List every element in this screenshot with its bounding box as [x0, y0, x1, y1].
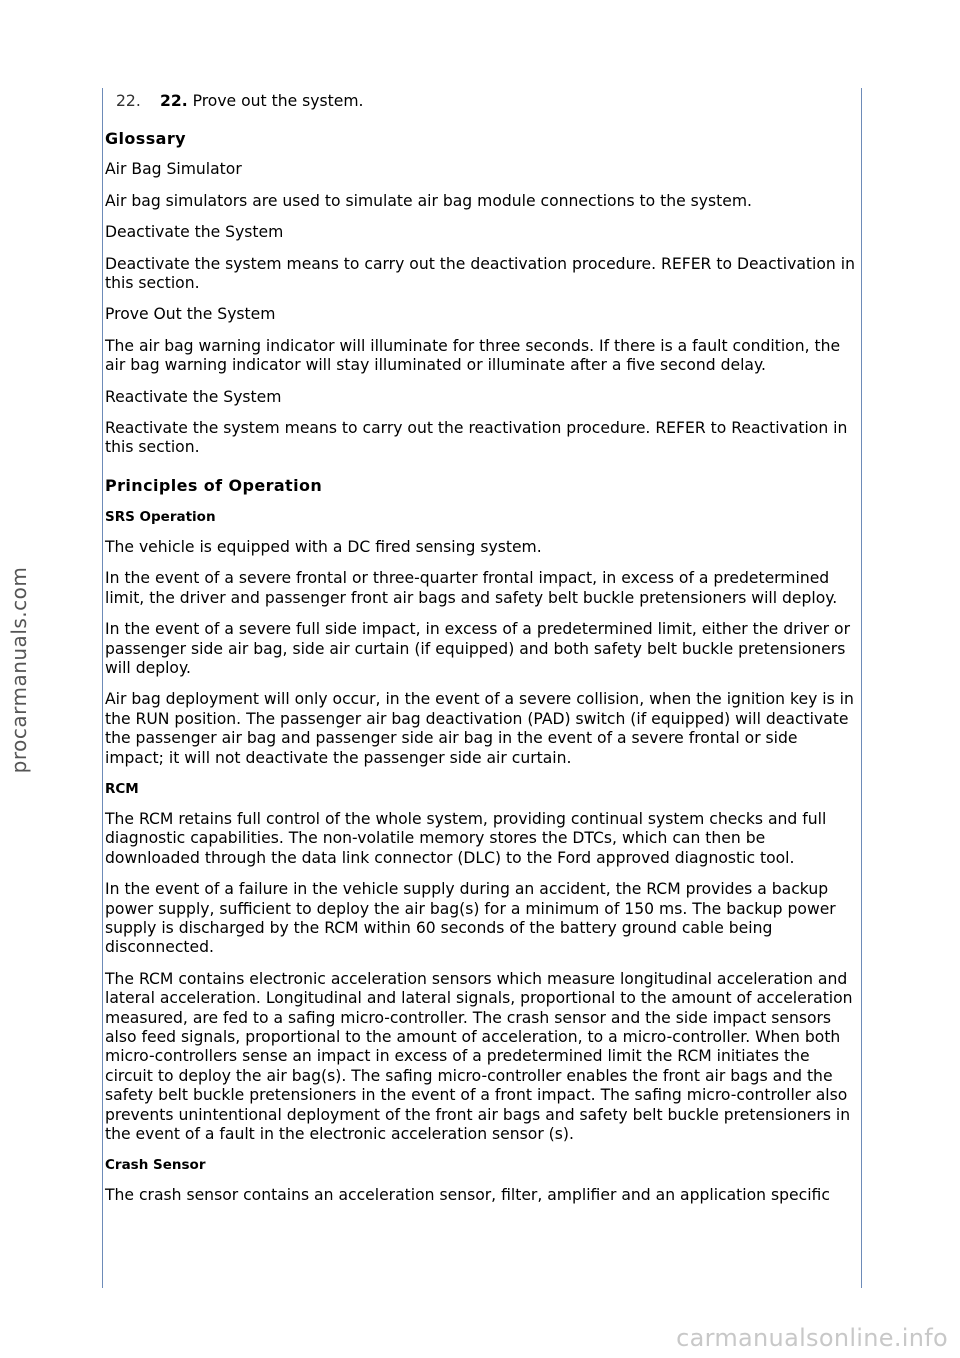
glossary-term: Air Bag Simulator — [105, 160, 242, 179]
side-watermark — [8, 560, 30, 780]
rcm-paragraph: The RCM contains electronic acceleration sensors which measure longitudinal acceleration and lateral acceleration. Longitudinal and lateral signals, proportional to the amount of acceleration measured, are fed to a safing micro-controller. The crash sensor and the side impact sensors also feed signals, proportional to the amount of acceleration, to a micro-controller. When both micro-controllers sense an impact in excess of a predetermined limit the RCM initiates the circuit to deploy the air bag(s). The safing micro-controller enables the front air bags and the safety belt buckle pretensioners in the event of a front impact. The safing micro-controller also prevents unintentional deployment of the front air bags and safety belt buckle pretensioners in the event of a fault in the electronic acceleration sensor (s). — [105, 969, 853, 1144]
glossary-definition: The air bag warning indicator will illuminate for three seconds. If there is a fault condition, the air bag warning indicator will stay illuminated or illuminate after a five second delay. — [105, 336, 841, 375]
srs-operation-heading: SRS Operation — [105, 508, 216, 525]
crash-sensor-heading: Crash Sensor — [105, 1157, 206, 1174]
footer-watermark: carmanualsonline.info — [676, 1324, 948, 1352]
rcm-paragraph: In the event of a failure in the vehicle supply during an accident, the RCM provides a backup power supply, sufficient to deploy the air bag(s) for a minimum of 150 ms. The backup power supply is discharged by the RCM within 60 seconds of the battery ground cable being disconnected. — [105, 880, 836, 957]
srs-paragraph: In the event of a severe frontal or three-quarter frontal impact, in excess of a predetermined limit, the driver and passenger front air bags and safety belt buckle pretensioners will deploy. — [105, 569, 838, 607]
glossary-term: Reactivate the System — [105, 387, 282, 406]
glossary-term: Deactivate the System — [105, 223, 284, 242]
glossary-definition: Air bag simulators are used to simulate air bag module connections to the system. — [105, 191, 753, 210]
document-page — [102, 88, 862, 1288]
step-bold-number: 22. — [160, 92, 188, 110]
srs-paragraph: The vehicle is equipped with a DC fired sensing system. — [105, 537, 542, 556]
step-number: 22. — [116, 92, 141, 110]
crash-sensor-paragraph: The crash sensor contains an acceleration sensor, filter, amplifier and an application specific — [105, 1186, 830, 1205]
srs-paragraph: Air bag deployment will only occur, in the event of a severe collision, when the ignition key is in the RUN position. The passenger air bag deactivation (PAD) switch (if equipped) will deactivate the passenger air bag and passenger side air bag in the event of a severe frontal or side impact; it will not deactivate the passenger side air curtain. — [105, 690, 854, 767]
step-description: Prove out the system. — [187, 92, 364, 110]
step-text — [160, 92, 363, 111]
rcm-heading: RCM — [105, 780, 139, 797]
srs-paragraph: In the event of a severe full side impact, in excess of a predetermined limit, either the driver or passenger side air bag, side air curtain (if equipped) and both safety belt buckle pretensioners will deploy. — [105, 620, 850, 677]
glossary-term: Prove Out the System — [105, 305, 276, 324]
document-content — [103, 92, 861, 1206]
glossary-definition: Reactivate the system means to carry out the reactivation procedure. REFER to Reactivation in this section. — [105, 419, 848, 457]
procedure-step — [105, 92, 861, 111]
principles-heading: Principles of Operation — [105, 475, 323, 495]
glossary-heading: Glossary — [105, 129, 186, 149]
rcm-paragraph: The RCM retains full control of the whole system, providing continual system checks and full diagnostic capabilities. The non-volatile memory stores the DTCs, which can then be downloaded through the data link connector (DLC) to the Ford approved diagnostic tool. — [105, 809, 827, 867]
glossary-definition: Deactivate the system means to carry out the deactivation procedure. REFER to Deactivation in this section. — [105, 254, 855, 293]
side-watermark-text: procarmanuals.com — [7, 566, 31, 774]
